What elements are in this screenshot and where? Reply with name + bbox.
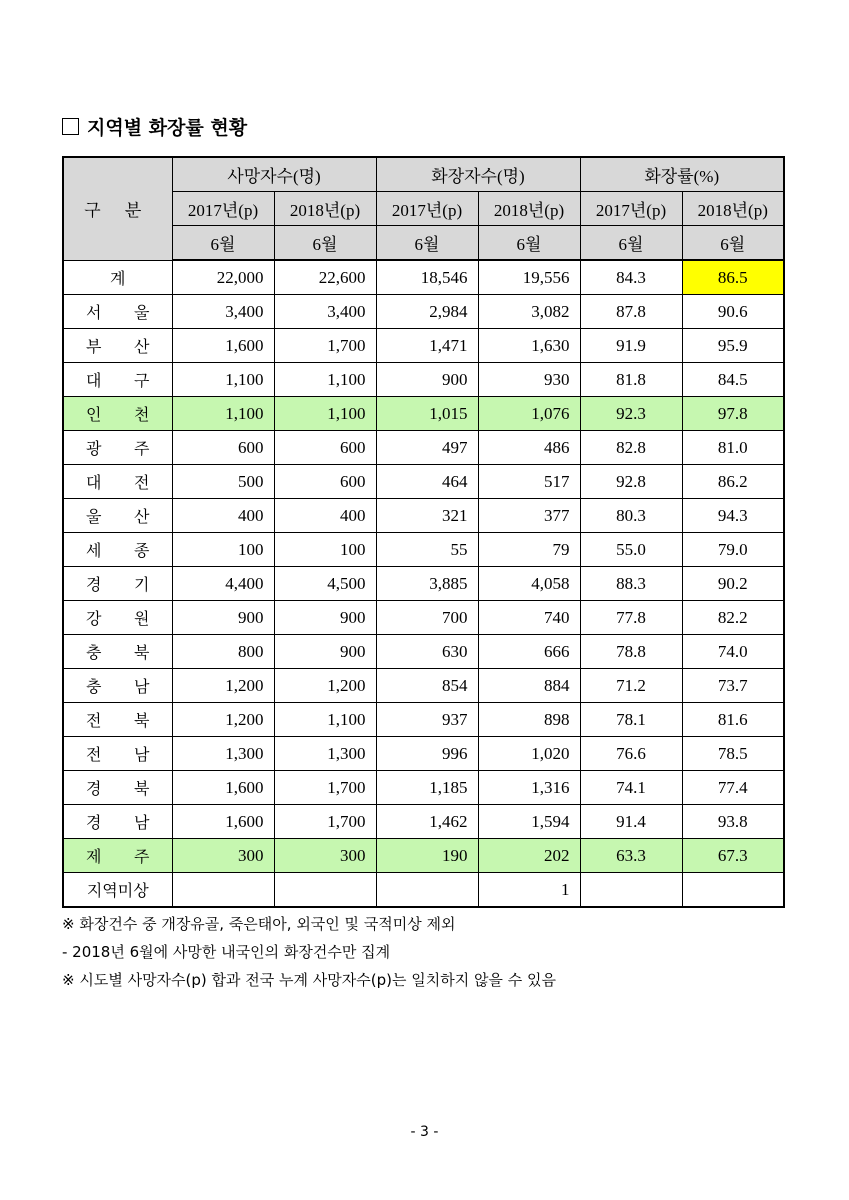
value-cell: 77.4 <box>682 771 784 805</box>
region-name: 충 남 <box>86 677 150 696</box>
value-cell: 19,556 <box>478 260 580 295</box>
value-cell: 630 <box>376 635 478 669</box>
value-cell: 854 <box>376 669 478 703</box>
region-cell <box>63 669 172 703</box>
table-row <box>63 431 784 465</box>
value-cell: 190 <box>376 839 478 873</box>
value-cell <box>580 873 682 908</box>
region-name: 세 종 <box>86 541 150 560</box>
value-cell: 377 <box>478 499 580 533</box>
value-cell: 90.6 <box>682 295 784 329</box>
table-row <box>63 737 784 771</box>
value-cell: 1,300 <box>172 737 274 771</box>
region-name: 경 기 <box>86 575 150 594</box>
value-cell: 600 <box>274 431 376 465</box>
value-cell: 95.9 <box>682 329 784 363</box>
table-row <box>63 703 784 737</box>
value-cell: 600 <box>274 465 376 499</box>
value-cell: 55.0 <box>580 533 682 567</box>
value-cell: 1,600 <box>172 805 274 839</box>
value-cell: 97.8 <box>682 397 784 431</box>
region-cell <box>63 329 172 363</box>
region-name: 대 전 <box>86 473 150 492</box>
value-cell: 1,020 <box>478 737 580 771</box>
value-cell: 800 <box>172 635 274 669</box>
region-name: 제 주 <box>86 847 150 866</box>
region-name: 충 북 <box>86 643 150 662</box>
value-cell: 92.8 <box>580 465 682 499</box>
value-cell: 3,400 <box>172 295 274 329</box>
value-cell: 22,600 <box>274 260 376 295</box>
table-row <box>63 873 784 908</box>
region-cell <box>63 397 172 431</box>
table-row <box>63 839 784 873</box>
value-cell: 884 <box>478 669 580 703</box>
value-cell: 4,500 <box>274 567 376 601</box>
value-cell: 1,300 <box>274 737 376 771</box>
table-row <box>63 533 784 567</box>
value-cell: 1,700 <box>274 771 376 805</box>
table-row <box>63 499 784 533</box>
region-name: 경 남 <box>86 813 150 832</box>
value-cell: 55 <box>376 533 478 567</box>
value-cell: 81.0 <box>682 431 784 465</box>
value-cell: 1 <box>478 873 580 908</box>
value-cell: 78.1 <box>580 703 682 737</box>
region-cell <box>63 771 172 805</box>
value-cell: 1,076 <box>478 397 580 431</box>
value-cell: 1,471 <box>376 329 478 363</box>
month-header: 6월 <box>580 226 682 261</box>
month-header: 6월 <box>478 226 580 261</box>
table-row <box>63 397 784 431</box>
value-cell: 1,100 <box>172 397 274 431</box>
footnote: ※ 시도별 사망자수(p) 합과 전국 누계 사망자수(p)는 일치하지 않을 수 있음 <box>62 971 556 989</box>
value-cell: 321 <box>376 499 478 533</box>
value-cell: 82.2 <box>682 601 784 635</box>
value-cell: 4,400 <box>172 567 274 601</box>
value-cell: 100 <box>274 533 376 567</box>
value-cell: 78.5 <box>682 737 784 771</box>
year-header: 2018년(p) <box>478 192 580 226</box>
value-cell: 1,600 <box>172 771 274 805</box>
value-cell: 100 <box>172 533 274 567</box>
value-cell: 1,100 <box>274 703 376 737</box>
value-cell: 84.5 <box>682 363 784 397</box>
month-header: 6월 <box>682 226 784 261</box>
year-header: 2017년(p) <box>376 192 478 226</box>
value-cell: 3,400 <box>274 295 376 329</box>
value-cell: 1,594 <box>478 805 580 839</box>
page-number: - 3 - <box>410 1124 439 1140</box>
value-cell: 1,100 <box>274 363 376 397</box>
value-cell: 88.3 <box>580 567 682 601</box>
value-cell: 900 <box>274 601 376 635</box>
value-cell: 91.4 <box>580 805 682 839</box>
value-cell: 600 <box>172 431 274 465</box>
table-row <box>63 363 784 397</box>
region-name: 인 천 <box>86 405 150 424</box>
group-header-deaths: 사망자수(명) <box>172 157 376 192</box>
group-header-cremations: 화장자수(명) <box>376 157 580 192</box>
year-header: 2017년(p) <box>172 192 274 226</box>
value-cell: 1,316 <box>478 771 580 805</box>
value-cell: 63.3 <box>580 839 682 873</box>
value-cell: 92.3 <box>580 397 682 431</box>
value-cell: 1,462 <box>376 805 478 839</box>
value-cell: 900 <box>172 601 274 635</box>
value-cell: 1,100 <box>274 397 376 431</box>
table-row <box>63 465 784 499</box>
region-cell <box>63 805 172 839</box>
value-cell: 1,100 <box>172 363 274 397</box>
value-cell: 300 <box>274 839 376 873</box>
region-cell <box>63 737 172 771</box>
value-cell: 2,984 <box>376 295 478 329</box>
value-cell: 900 <box>376 363 478 397</box>
table-row <box>63 669 784 703</box>
month-header: 6월 <box>172 226 274 261</box>
value-cell: 1,700 <box>274 805 376 839</box>
value-cell: 79.0 <box>682 533 784 567</box>
value-cell: 91.9 <box>580 329 682 363</box>
value-cell: 81.6 <box>682 703 784 737</box>
year-header: 2018년(p) <box>274 192 376 226</box>
table-row <box>63 771 784 805</box>
value-cell: 76.6 <box>580 737 682 771</box>
value-cell: 930 <box>478 363 580 397</box>
value-cell: 18,546 <box>376 260 478 295</box>
region-name: 서 울 <box>86 303 150 322</box>
value-cell: 464 <box>376 465 478 499</box>
value-cell: 400 <box>274 499 376 533</box>
value-cell: 666 <box>478 635 580 669</box>
region-name: 경 북 <box>86 779 150 798</box>
checkbox-square-icon <box>62 118 79 135</box>
footnote: ※ 화장건수 중 개장유골, 죽은태아, 외국인 및 국적미상 제외 <box>62 915 456 933</box>
value-cell: 84.3 <box>580 260 682 295</box>
value-cell: 22,000 <box>172 260 274 295</box>
value-cell: 87.8 <box>580 295 682 329</box>
region-cell <box>63 601 172 635</box>
footnotes <box>62 910 556 994</box>
value-cell: 740 <box>478 601 580 635</box>
value-cell: 78.8 <box>580 635 682 669</box>
region-cell <box>63 295 172 329</box>
value-cell: 1,600 <box>172 329 274 363</box>
value-cell <box>274 873 376 908</box>
value-cell: 486 <box>478 431 580 465</box>
cremation-rate-table <box>62 156 785 908</box>
value-cell <box>682 873 784 908</box>
value-cell: 937 <box>376 703 478 737</box>
value-cell <box>376 873 478 908</box>
region-cell <box>63 431 172 465</box>
section-title-text: 지역별 화장률 현황 <box>87 117 248 139</box>
value-cell: 300 <box>172 839 274 873</box>
value-cell: 81.8 <box>580 363 682 397</box>
region-cell <box>63 567 172 601</box>
value-cell: 4,058 <box>478 567 580 601</box>
group-header-rate: 화장률(%) <box>580 157 784 192</box>
value-cell: 1,200 <box>172 669 274 703</box>
footnote: - 2018년 6월에 사망한 내국인의 화장건수만 집계 <box>62 943 391 961</box>
value-cell: 1,630 <box>478 329 580 363</box>
value-cell: 1,200 <box>172 703 274 737</box>
value-cell: 74.0 <box>682 635 784 669</box>
value-cell: 86.5 <box>682 260 784 295</box>
region-cell: 계 <box>63 260 172 295</box>
value-cell: 517 <box>478 465 580 499</box>
value-cell: 86.2 <box>682 465 784 499</box>
region-name: 울 산 <box>86 507 150 526</box>
value-cell: 73.7 <box>682 669 784 703</box>
table-row <box>63 601 784 635</box>
region-name: 광 주 <box>86 439 150 458</box>
region-cell <box>63 703 172 737</box>
region-cell <box>63 465 172 499</box>
year-header: 2018년(p) <box>682 192 784 226</box>
month-header: 6월 <box>376 226 478 261</box>
value-cell: 3,885 <box>376 567 478 601</box>
value-cell: 67.3 <box>682 839 784 873</box>
value-cell: 898 <box>478 703 580 737</box>
value-cell: 74.1 <box>580 771 682 805</box>
region-name: 강 원 <box>86 609 150 628</box>
region-cell <box>63 499 172 533</box>
region-name: 대 구 <box>86 371 150 390</box>
value-cell: 1,185 <box>376 771 478 805</box>
value-cell: 79 <box>478 533 580 567</box>
value-cell: 77.8 <box>580 601 682 635</box>
value-cell: 82.8 <box>580 431 682 465</box>
table-row <box>63 567 784 601</box>
year-header: 2017년(p) <box>580 192 682 226</box>
region-name: 부 산 <box>86 337 150 356</box>
value-cell: 996 <box>376 737 478 771</box>
value-cell: 90.2 <box>682 567 784 601</box>
region-cell <box>63 533 172 567</box>
region-name: 전 북 <box>86 711 150 730</box>
value-cell: 94.3 <box>682 499 784 533</box>
value-cell: 71.2 <box>580 669 682 703</box>
value-cell: 500 <box>172 465 274 499</box>
value-cell: 900 <box>274 635 376 669</box>
value-cell: 93.8 <box>682 805 784 839</box>
value-cell: 202 <box>478 839 580 873</box>
region-cell <box>63 635 172 669</box>
region-cell <box>63 363 172 397</box>
value-cell: 1,015 <box>376 397 478 431</box>
value-cell: 497 <box>376 431 478 465</box>
table-row <box>63 635 784 669</box>
value-cell: 3,082 <box>478 295 580 329</box>
month-header: 6월 <box>274 226 376 261</box>
value-cell: 400 <box>172 499 274 533</box>
category-header: 구 분 <box>63 157 172 260</box>
total-row <box>63 260 784 295</box>
value-cell: 80.3 <box>580 499 682 533</box>
table-row <box>63 329 784 363</box>
value-cell: 700 <box>376 601 478 635</box>
region-name: 전 남 <box>86 745 150 764</box>
value-cell: 1,200 <box>274 669 376 703</box>
value-cell: 1,700 <box>274 329 376 363</box>
value-cell <box>172 873 274 908</box>
table-row <box>63 295 784 329</box>
section-title <box>62 113 247 140</box>
table-row <box>63 805 784 839</box>
region-cell <box>63 839 172 873</box>
region-cell: 지역미상 <box>63 873 172 908</box>
